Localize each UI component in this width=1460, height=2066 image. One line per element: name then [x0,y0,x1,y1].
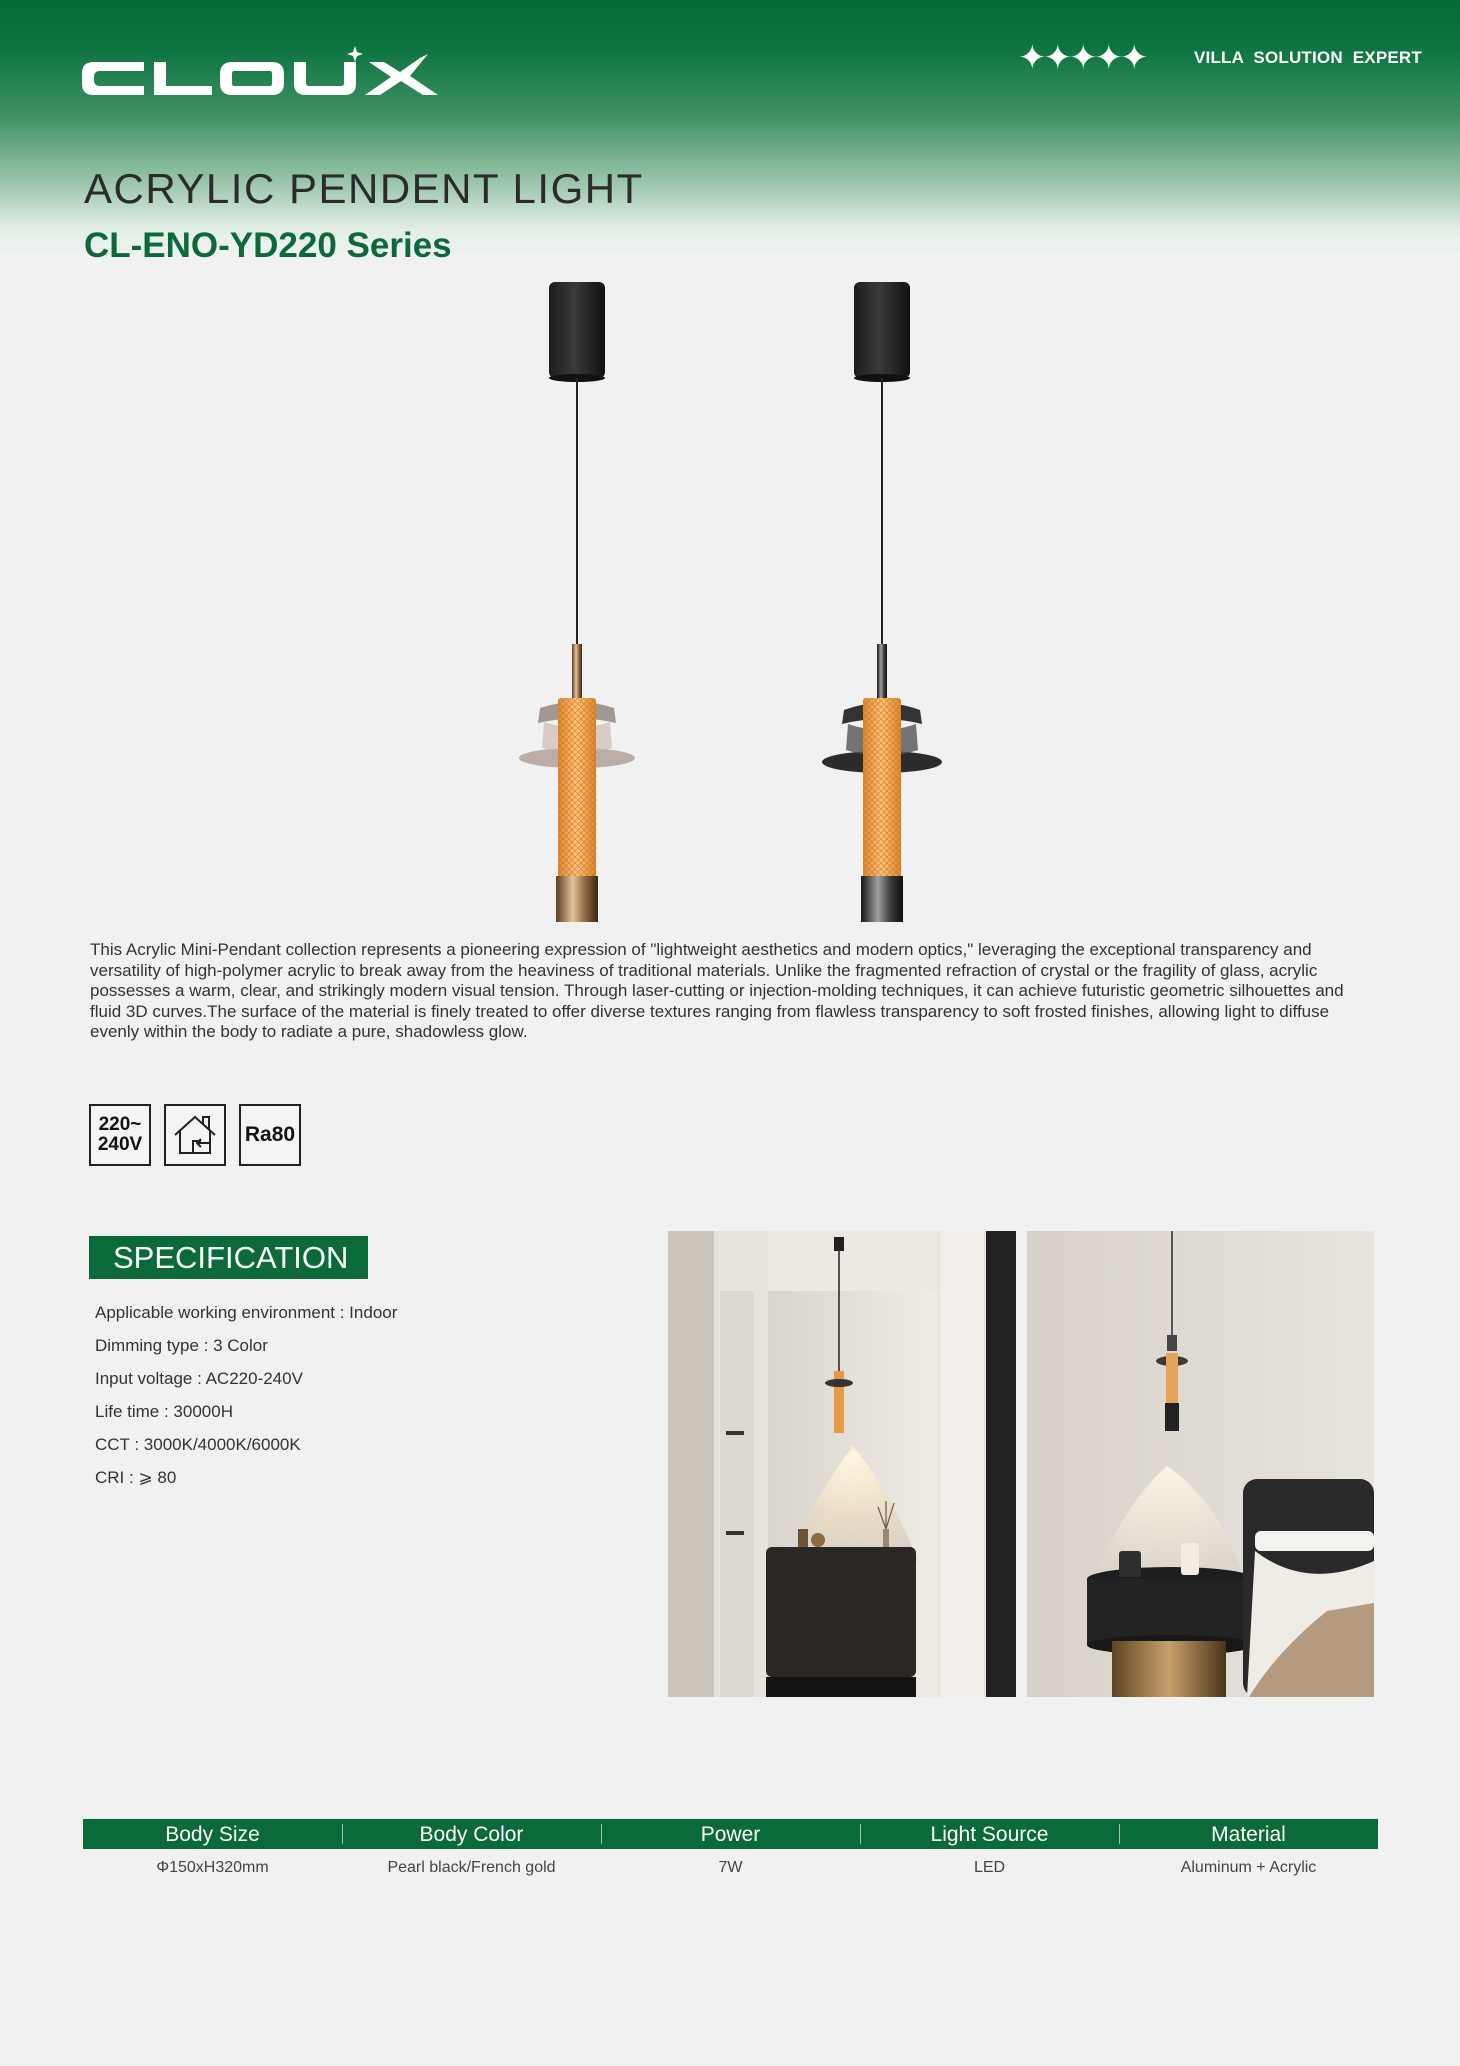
spec-heading: SPECIFICATION [89,1236,368,1279]
spec-item: Life time : 30000H [95,1402,233,1421]
voltage-line-2: 240V [97,1134,143,1155]
table-header-cell: Body Color [342,1819,601,1849]
product-hero-image [500,278,960,926]
hallway-photo [668,1231,1016,1697]
table-cell: Pearl black/French gold [387,1859,556,1876]
indoor-badge [164,1104,226,1166]
pendant-gold-variant [519,282,635,922]
bedroom-photo [1027,1231,1374,1697]
rating-stars: ✦✦✦✦✦ [1018,38,1146,78]
table-header-cell: Light Source [860,1819,1119,1849]
pendant-black-variant [822,282,942,922]
spec-item: CCT : 3000K/4000K/6000K [95,1435,301,1454]
tagline: VILLA SOLUTION EXPERT [1194,48,1422,67]
series-title: CL-ENO-YD220 Series [84,226,452,265]
table-cell: Φ150xH320mm [156,1859,269,1876]
table-row [83,1849,1378,1881]
spec-item: Dimming type : 3 Color [95,1336,268,1355]
voltage-line-1: 220~ [98,1114,142,1135]
spec-item: Applicable working environment : Indoor [95,1303,398,1322]
table-cell: Aluminum + Acrylic [1180,1859,1317,1876]
table-cell: 7W [718,1859,743,1876]
product-description: This Acrylic Mini-Pendant collection represents a pioneering expression of "lightweight aesthetics and modern optics," leveraging the exceptional transparency and versatility of high-polymer acrylic to break away from the heaviness of traditional materials. Unlike the fragmented refraction of crystal or the fragility of glass, acrylic possesses a warm, clear, and strikingly modern visual tension. Through laser-cutting or injection-molding techniques, it can achieve futuristic geometric silhouettes and fluid 3D curves.The surface of the material is finely treated to offer diverse textures ranging from flawless transparency to soft frosted finishes, allowing light to diffuse evenly within the body to radiate a pure, shadowless glow. [90,940,1344,1041]
spec-list [95,1302,397,1500]
voltage-badge [89,1104,151,1166]
page-title: ACRYLIC PENDENT LIGHT [84,165,644,212]
cri-badge: Ra80 [239,1104,301,1166]
table-header-cell: Material [1119,1819,1378,1849]
table-header-row [83,1819,1378,1849]
header-band [0,0,1460,255]
table-header-cell: Power [601,1819,860,1849]
indoor-house-icon [171,1113,219,1157]
specs-table [83,1819,1378,1881]
table-header-cell: Body Size [165,1823,260,1846]
table-cell: LED [973,1859,1006,1876]
cloux-logo [82,44,438,102]
spec-item: CRI : ⩾ 80 [95,1468,177,1487]
spec-item: Input voltage : AC220-240V [95,1369,303,1388]
